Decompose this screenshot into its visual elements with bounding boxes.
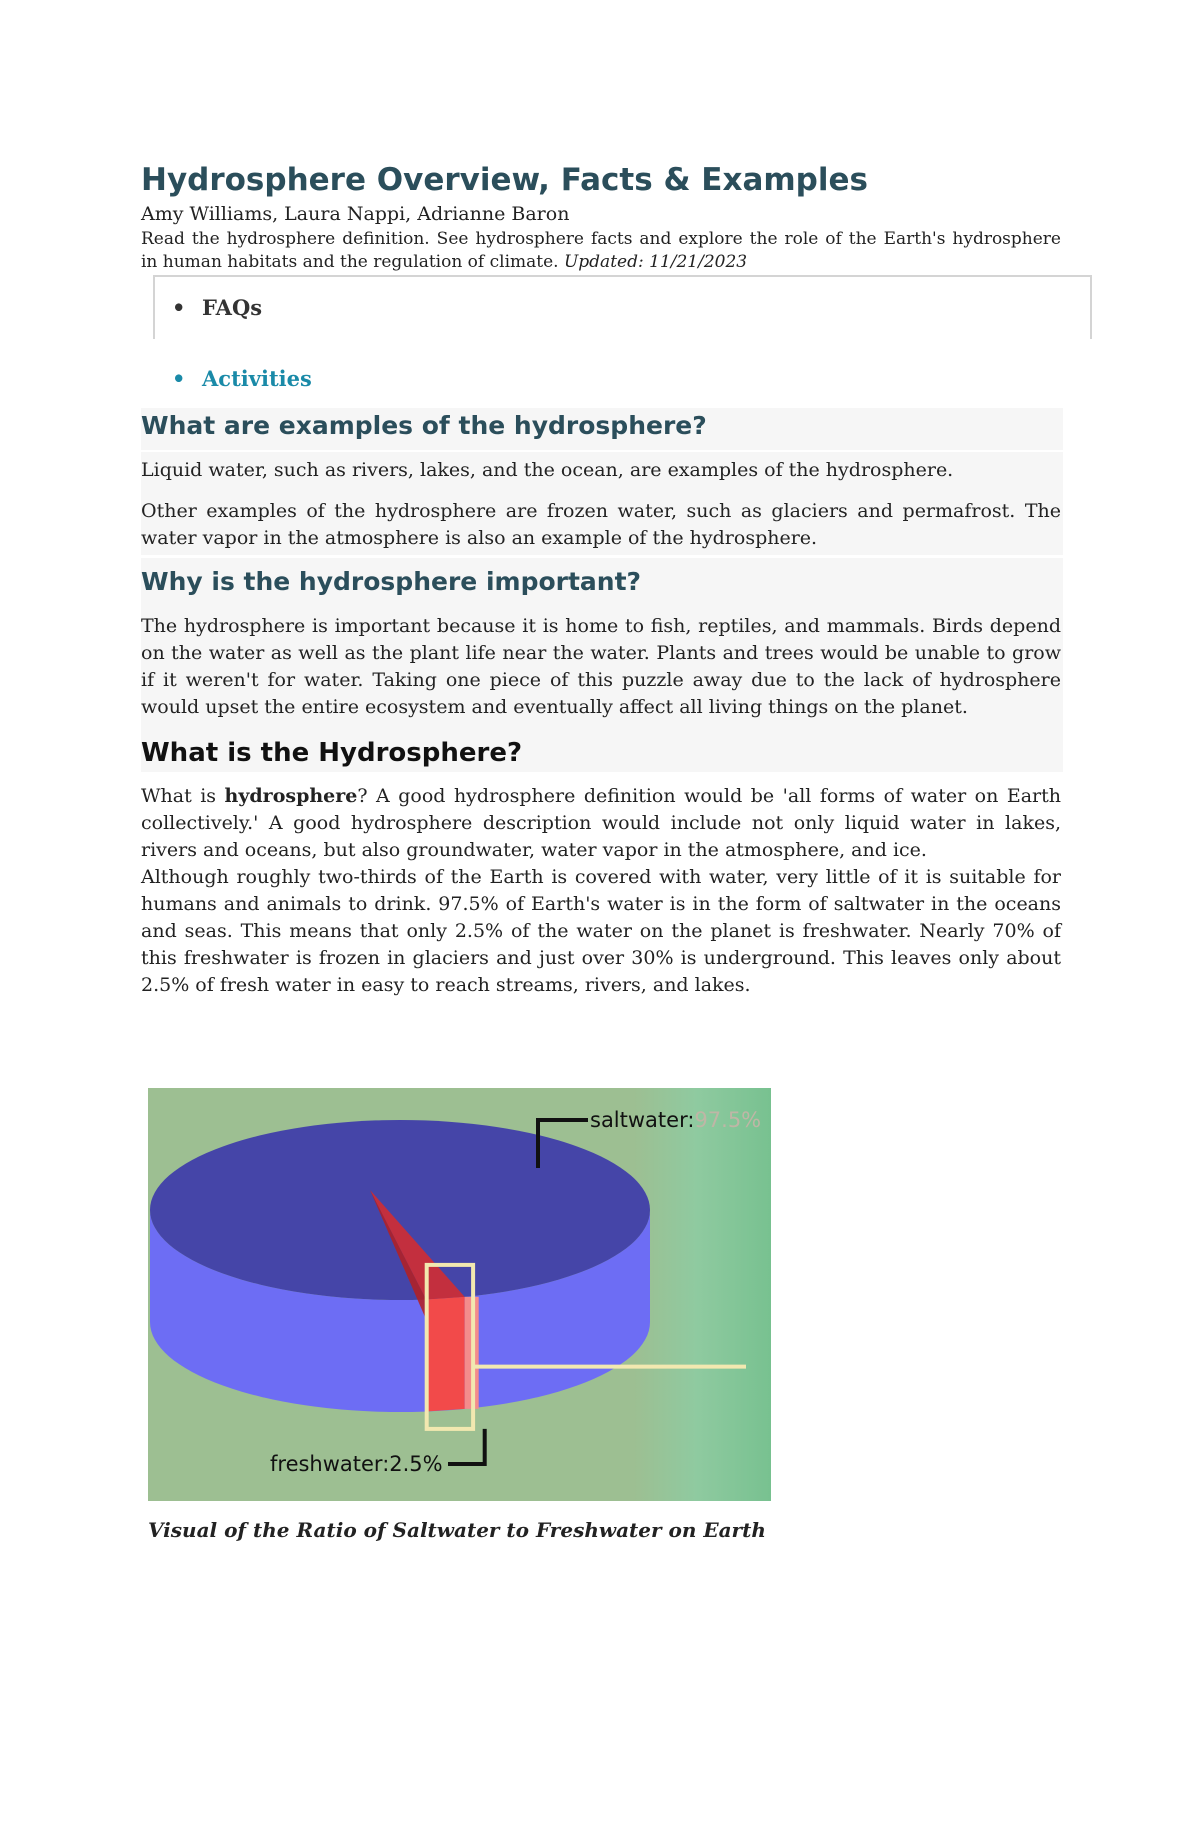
water-ratio-figure: [148, 1088, 771, 1501]
pie-chart: [148, 1088, 771, 1501]
figure-caption: Visual of the Ratio of Saltwater to Freshwater on Earth: [148, 1518, 766, 1542]
bullet-icon: •: [172, 295, 186, 320]
definition-paragraph-2: Although roughly two-thirds of the Earth is covered with water, very little of it is suitable for humans and animals to drink. 97.5% of Earth's water is in the form of saltwater in the oceans and seas. This means that only 2.5% of the water on the planet is freshwater. Nearly 70% of this freshwater is frozen in glaciers and just over 30% is underground. This leaves only about 2.5% of fresh water in easy to reach streams, rivers, and lakes.: [141, 866, 1061, 996]
examples-paragraph-1: Liquid water, such as rivers, lakes, and the ocean, are examples of the hydrosphere.: [141, 459, 954, 481]
page-title: Hydrosphere Overview, Facts & Examples: [141, 162, 868, 198]
description: [141, 228, 1061, 274]
freshwater-label: freshwater:2.5%: [270, 1452, 443, 1476]
definition-term: hydrosphere: [224, 785, 358, 807]
activities-tab[interactable]: [172, 366, 312, 391]
saltwater-label-value: 97.5%: [694, 1108, 762, 1132]
definition-paragraph-1: [141, 783, 1061, 864]
definition-rest: ? A good hydrosphere definition would be 'all forms of water on Earth collectively.' A good hydrosphere description would include not only liquid water in lakes, rivers and oceans, but also groundwater, water vapor in the atmosphere, and ice.: [141, 785, 1061, 861]
heading-importance: Why is the hydrosphere important?: [141, 567, 642, 596]
description-text: Read the hydrosphere definition. See hydrosphere facts and explore the role of the Earth's hydrosphere in human habitats and the regulation of climate.: [141, 229, 1061, 272]
faq-panel: [153, 275, 1092, 339]
freshwater-side: [426, 1297, 465, 1412]
updated-date: Updated: 11/21/2023: [563, 252, 748, 272]
faqs-label: FAQs: [202, 295, 263, 320]
saltwater-label: [590, 1108, 761, 1132]
examples-paragraph-2: Other examples of the hydrosphere are frozen water, such as glaciers and permafrost. The water vapor in the atmosphere is also an example of the hydrosphere.: [141, 500, 1061, 549]
importance-paragraph: The hydrosphere is important because it is home to fish, reptiles, and mammals. Birds depend on the water as well as the plant life near the water. Plants and trees would be unable to grow if it weren't for water. Taking one piece of this puzzle away due to the lack of hydrosphere would upset the entire ecosystem and eventually affect all living things on the planet.: [141, 615, 1061, 718]
heading-examples: What are examples of the hydrosphere?: [141, 411, 707, 440]
saltwater-slice: [150, 1120, 650, 1300]
heading-definition: What is the Hydrosphere?: [141, 738, 523, 768]
definition-intro: What is: [141, 785, 225, 807]
faqs-tab[interactable]: [172, 295, 262, 320]
saltwater-label-name: saltwater:: [590, 1108, 695, 1132]
authors: Amy Williams, Laura Nappi, Adrianne Baron: [141, 203, 570, 225]
bullet-icon: •: [172, 366, 186, 391]
activities-label: Activities: [202, 366, 312, 391]
